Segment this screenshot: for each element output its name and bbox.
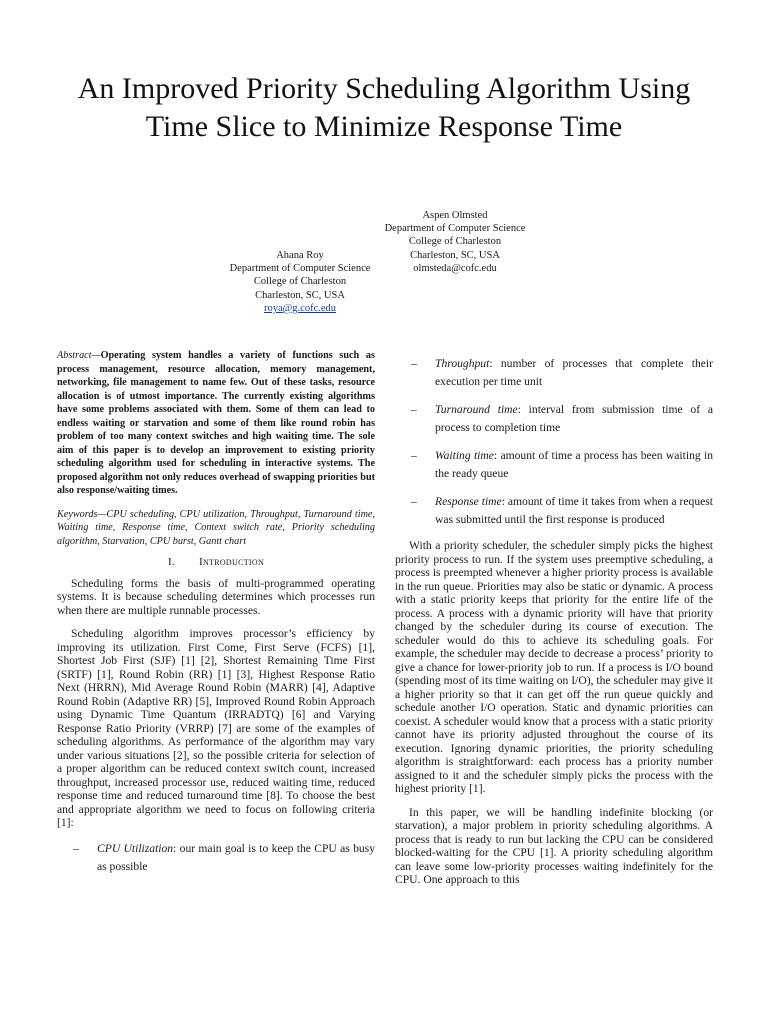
author-name: Ahana Roy (276, 250, 324, 261)
author-email-link[interactable]: roya@g.cofc.edu (263, 302, 337, 314)
abstract-body: Operating system handles a variety of functions such as process management, resource allocation, memory management, networking, file management to name few. Out of these tasks, resource allocation is of utmost importance. The currently existing algorithms have some problems associated with them. Some of them can lead to endless waiting or starvation and some of them like round robin has problem of too many context switches and high waiting time. The sole aim of this paper is to develop an improvement to existing priority scheduling algorithm used for scheduling in interactive systems. The proposed algorithm not only reduces overhead of swapping priorities but also response/waiting times. (57, 350, 375, 496)
bullet-dash: – (411, 495, 417, 508)
criteria-item-waiting-time (395, 447, 713, 483)
bullet-dash: – (411, 403, 417, 416)
section-title: Introduction (198, 556, 265, 568)
author-location: Charleston, SC, USA (410, 249, 500, 261)
section-number: I. (167, 556, 175, 568)
criteria-item-cpu-utilization (57, 840, 375, 876)
criteria-desc: : interval from submission time of a process to completion time (435, 403, 713, 434)
criteria-item-throughput (395, 355, 713, 391)
bullet-dash: – (411, 449, 417, 462)
criteria-desc: : amount of time a process has been waiting in the ready queue (435, 449, 713, 480)
keywords: Keywords—CPU scheduling, CPU utilization, Throughput, Turnaround time, Waiting time, Response time, Context switch rate, Priority scheduling algorithm, Starvation, CPU burst, Gantt chart (57, 508, 375, 547)
intro-paragraph-1: Scheduling forms the basis of multi-programmed operating systems. It is because scheduling determines which processes run when there are multiple runnable processes. (57, 576, 375, 617)
criteria-desc: : amount of time it takes from when a request was submitted until the first response is produced (435, 495, 713, 526)
author-block-olmsted (360, 209, 550, 275)
abstract-label: Abstract— (57, 350, 101, 361)
author-department: Department of Computer Science (229, 263, 371, 275)
intro-paragraph-2: Scheduling algorithm improves processor’s efficiency by improving its utilization. First Come, First Serve (FCFS) [1], Shortest Job First (SJF) [1] [2], Shortest Remaining Time First (SRTF) [1], Round Robin (RR) [1] [3], Highest Response Ratio Next (HRRN), Mid Average Round Robin (MARR) [4], Adaptive Round Robin (Adaptive RR) [5], Improved Round Robin Approach using Dynamic Time Quantum (IRRADTQ) [6] and Varying Response Ratio Priority (VRRP) [7] are some of the examples of scheduling algorithms. As performance of the algorithm may vary under various situations [2], so the possible criteria for selection of a proper algorithm can be reduced context switch count, increased throughput, increased processor use, reduced waiting time, reduced response time and reduced turnaround time [8]. To choose the best and appropriate algorithm we need to focus on following criteria [1]: (57, 627, 375, 829)
right-column (395, 355, 713, 897)
criteria-desc: : our main goal is to keep the CPU as busy as possible (97, 841, 375, 873)
title-line-2: Time Slice to Minimize Response Time (145, 110, 623, 143)
priority-scheduler-paragraph: With a priority scheduler, the scheduler simply picks the highest priority process to run. If the system uses preemptive scheduling, a process is preempted whenever a higher priority process is available in the run queue. Priorities may also be static or dynamic. A process with a static priority keeps that priority for the entire life of the process. A process with a dynamic priority will have that priority changed by the scheduler during its course of execution. The scheduler would do this to achieve its scheduling goals. For example, the scheduler may decide to decrease a process’ priority to give a chance for lower-priority job to run. If a process is I/O bound (spending most of its time waiting on I/O), the scheduler may give it a higher priority so that it can get off the run queue quickly and schedule another I/O operation. Static and dynamic priorities can coexist. A scheduler would know that a process with a static priority cannot have its priority adjusted throughout the course of its execution. Ignoring dynamic priorities, the priority scheduling algorithm is straightforward: each process has a priority number assigned to it and the scheduler simply picks the process with the highest priority [1]. (395, 539, 713, 795)
bullet-dash: – (73, 841, 79, 855)
paper-title (40, 70, 728, 146)
criteria-term: Response time (435, 495, 502, 508)
criteria-term: Turnaround time (435, 403, 518, 416)
abstract (57, 349, 375, 498)
author-department: Department of Computer Science (384, 223, 526, 235)
author-location: Charleston, SC, USA (255, 289, 345, 301)
criteria-term: Waiting time (435, 449, 494, 462)
starvation-paragraph: In this paper, we will be handling indefinite blocking (or starvation), a major problem in priority scheduling algorithms. A process that is ready to run but lacking the CPU can be considered blocked-waiting for the CPU [1]. A priority scheduling algorithm can leave some low-priority processes waiting indefinitely for the CPU. One approach to this (395, 805, 713, 886)
title-line-1: An Improved Priority Scheduling Algorithm Using (77, 72, 691, 105)
author-email: olmsteda@cofc.edu (413, 262, 497, 274)
author-college: College of Charleston (408, 236, 502, 248)
criteria-desc: : number of processes that complete their execution per time unit (435, 357, 713, 388)
bullet-dash: – (411, 357, 417, 370)
author-name: Aspen Olmsted (422, 210, 488, 221)
left-column (57, 349, 375, 886)
criteria-item-response-time (395, 493, 713, 529)
criteria-term: Throughput (435, 357, 490, 370)
author-college: College of Charleston (253, 276, 347, 288)
criteria-item-turnaround-time (395, 401, 713, 437)
section-heading-introduction (57, 556, 375, 570)
criteria-term: CPU Utilization (97, 841, 174, 855)
